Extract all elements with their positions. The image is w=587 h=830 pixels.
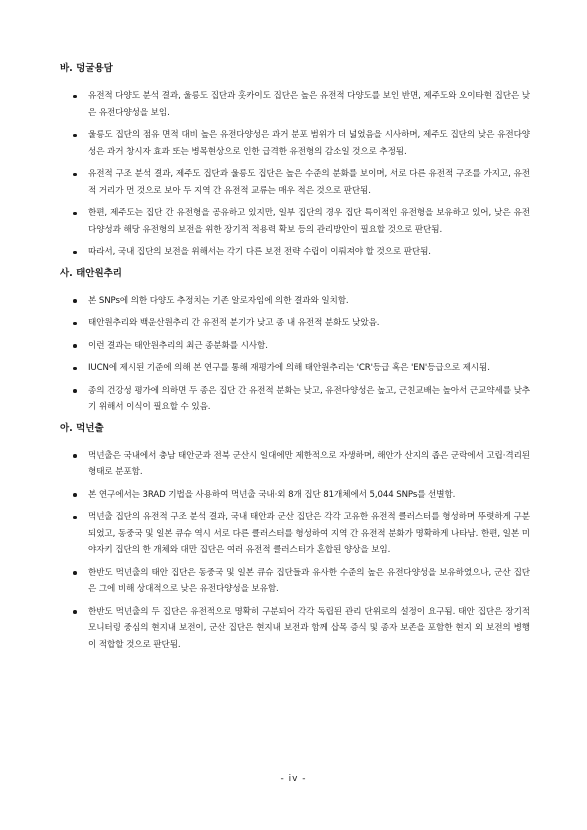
bullet-list: [60, 448, 530, 654]
section-heading: 사. 태안원추리: [60, 267, 122, 279]
bullet-item: [60, 383, 530, 416]
page-content: [60, 62, 530, 659]
section-sa: [60, 267, 530, 416]
bullet-dot-icon: [73, 389, 77, 393]
bullet-item: [60, 166, 530, 199]
bullet-dot-icon: [73, 322, 77, 326]
bullet-item: [60, 127, 530, 160]
bullet-text: 한편, 제주도는 집단 간 유전형을 공유하고 있지만, 일부 집단의 경우 집단 특이적인 유전형을 보유하고 있어, 낮은 유전다양성과 해당 유전형의 보전을 위한 장기적 적용력 확보 등의 관리방안이 필요할 것으로 판단됨.: [88, 208, 530, 235]
bullet-text: 태안원추리와 백운산원추리 간 유전적 분기가 낮고 종 내 유전적 분화도 낮았음.: [88, 318, 380, 328]
bullet-item: [60, 315, 530, 332]
bullet-dot-icon: [73, 571, 77, 575]
bullet-text: 먹넌출 집단의 유전적 구조 분석 결과, 국내 태안과 군산 집단은 각각 고유한 유전적 클러스터를 형성하며 뚜렷하게 구분되었고, 동중국 및 일본 큐슈 역시 서로 다른 클러스터를 형성하여 지역 간 유전적 분화가 명확하게 나타남. 한편, 일본 미야자키 집단의 한 개체와 대만 집단은 여러 유전적 클러스터가 혼합된 양상을 보임.: [88, 512, 530, 555]
bullet-item: [60, 338, 530, 355]
bullet-item: [60, 205, 530, 238]
bullet-dot-icon: [73, 344, 77, 348]
bullet-text: 한반도 먹넌출의 태안 집단은 동중국 및 일본 큐슈 집단들과 유사한 수준의 높은 유전다양성을 보유하였으나, 군산 집단은 그에 비해 상대적으로 낮은 유전다양성을 보유함.: [88, 567, 530, 594]
bullet-text: 유전적 구조 분석 결과, 제주도 집단과 울릉도 집단은 높은 수준의 분화를 보이며, 서로 다른 유전적 구조를 가지고, 유전적 거리가 먼 것으로 보아 두 지역 간 유전적 교류는 매우 적은 것으로 판단됨.: [88, 169, 530, 196]
bullet-item: [60, 360, 530, 377]
bullet-text: 한반도 먹넌출의 두 집단은 유전적으로 명확히 구분되어 각각 독립된 관리 단위로의 설정이 요구됨. 태안 집단은 장기적 모니터링 중심의 현지내 보전이, 군산 집단은 현지내 보전과 함께 삽목 증식 및 종자 보존을 포함한 현지 외 보전의 병행이 적합할 것으로 판단됨.: [88, 606, 530, 650]
bullet-text: 종의 건강성 평가에 의하면 두 종은 집단 간 유전적 분화는 낮고, 유전다양성은 높고, 근친교배는 높아서 근교약세를 낮추기 위해서 이식이 필요할 수 있음.: [88, 385, 530, 412]
bullet-item: [60, 293, 530, 310]
bullet-text: 먹넌출은 국내에서 충남 태안군과 전북 군산시 일대에만 제한적으로 자생하며, 해안가 산지의 좁은 군락에서 고립·격리된 형태로 분포함.: [88, 450, 530, 477]
bullet-dot-icon: [73, 95, 77, 99]
bullet-text: 울릉도 집단의 점유 면적 대비 높은 유전다양성은 과거 분포 범위가 더 넓었음을 시사하며, 제주도 집단의 낮은 유전다양성은 과거 창시자 효과 또는 병목현상으로 인한 급격한 유전형의 감소일 것으로 추정됨.: [88, 130, 530, 157]
bullet-dot-icon: [73, 134, 77, 138]
bullet-text: IUCN에 제시된 기준에 의해 본 연구를 통해 재평가에 의해 태안원추리는 'CR'등급 혹은 'EN'등급으로 제시됨.: [88, 363, 490, 373]
bullet-item: [60, 565, 530, 598]
bullet-dot-icon: [73, 173, 77, 177]
bullet-dot-icon: [73, 299, 77, 303]
bullet-item: [60, 509, 530, 559]
bullet-dot-icon: [73, 212, 77, 216]
bullet-list: [60, 88, 530, 261]
bullet-item: [60, 244, 530, 261]
bullet-dot-icon: [73, 610, 77, 614]
bullet-item: [60, 448, 530, 481]
bullet-text: 따라서, 국내 집단의 보전을 위해서는 각기 다른 보전 전략 수립이 이뤄져야 할 것으로 판단됨.: [88, 247, 431, 257]
bullet-item: [60, 604, 530, 654]
bullet-text: 본 연구에서는 3RAD 기법을 사용하여 먹넌출 국내·외 8개 집단 81개체에서 5,044 SNPs를 선별함.: [88, 489, 456, 500]
section-heading: 바. 덩굴용담: [60, 63, 113, 74]
section-ba: [60, 62, 530, 261]
bullet-list: [60, 293, 530, 416]
bullet-text: 이런 결과는 태안원추리의 최근 종분화를 시사함.: [88, 340, 268, 351]
bullet-dot-icon: [73, 454, 77, 458]
bullet-dot-icon: [73, 251, 77, 255]
section-a: [60, 422, 530, 654]
bullet-text: 본 SNPs에 의한 다양도 추정치는 기존 알로자임에 의한 결과와 일치함.: [88, 295, 349, 306]
bullet-item: [60, 88, 530, 121]
bullet-dot-icon: [73, 367, 77, 371]
bullet-text: 유전적 다양도 분석 결과, 울릉도 집단과 홋카이도 집단은 높은 유전적 다양도를 보인 반면, 제주도와 오이타현 집단은 낮은 유전다양성을 보임.: [88, 91, 530, 118]
section-heading: 아. 먹넌출: [60, 422, 104, 434]
bullet-item: [60, 487, 530, 504]
bullet-dot-icon: [73, 493, 77, 497]
page-number: - iv -: [280, 774, 307, 784]
bullet-dot-icon: [73, 516, 77, 520]
